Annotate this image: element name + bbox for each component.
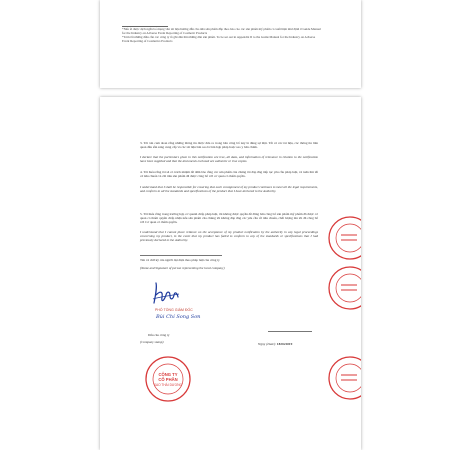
handwritten-signature: [150, 281, 180, 307]
margin-stamp-top: [327, 215, 361, 261]
para-4-english: I understand that I shall be responsible for ensuring that each consignment of my product continues to meet all the legal requirements, and conform to all the standards and specifications of the product that I have declared to the Authority.: [140, 185, 318, 193]
stamp-line-1: CÔNG TY: [158, 372, 178, 377]
date-value: 18/04/2019: [276, 342, 293, 346]
margin-stamp-middle-clip: [327, 265, 361, 311]
date-divider: [268, 331, 312, 332]
margin-stamp-bottom: [327, 355, 361, 401]
stamp-label-english: (Company stamp): [140, 340, 164, 344]
footnote-2: *Tóm tắt những điều cần các công ty tồ ghi dân thủ những dân sản phẩm. To be set out in Appendix II to the Guide Manual for the Industry on Adverse Event Reporting of Cosmetics Products: [122, 35, 316, 43]
footnote-1: *Nếu tồ được dịch ngắn bổ mạng văn tài liệu hướng dẫn cho nhà sản phẩm đắp theo báo cáo các sản phẩm mỹ phẩm có xuất hiện như định ở Guide Manual for the Industry on Adverse Event Reporting of Cosmetic Products: [122, 27, 321, 35]
company-stamp: [144, 355, 192, 403]
margin-stamp-bottom-clip: [327, 355, 361, 401]
para-5-vietnamese: 5. Tôi hiểu rằng trong trường hợp cơ quanh chấp pháp luật, tôi không được quyền đề đăng bản công bố sản phẩm mỹ phẩm đã được cơ quan có thẩm quyền chấp nhận nếu sản phẩm của chúng tôi không đáp ứng các yêu cầu về tiêu chuẩn, chất lượng mà tôi đã công bố với Cơ quan có thẩm quyền.: [140, 212, 318, 224]
signature-label-vietnamese: Tên và chữ ký của người đại diện theo pháp luật của công ty: [140, 258, 220, 262]
para-4-vietnamese: 4. Tôi hiểu rằng tôi sẽ có trách nhiệm đề đảm bảo rằng các sản phẩm của chúng tôi đáp ứng tiếp tục yêu cầu pháp luật, và tuân thủ tất cả tiêu chuẩn và chỉ tiêu sản phẩm đã được công bố với cơ quan có thẩm quyền.: [140, 170, 318, 178]
stamp-line-3: SAO THÁI DƯƠNG: [153, 383, 183, 387]
document-page-1: [100, 0, 361, 88]
date-label-english: (Date): [266, 342, 276, 346]
stamp-label-vietnamese: Dấu của công ty: [148, 333, 170, 337]
signature-divider: [140, 255, 222, 256]
para-5-english: I understand that I cannot place reliance on the acceptance of my product notification by the authority in any legal proceedings concerning my product, in the event that my product has failed to conform to any of the standards or specifications that I had previously declared to the Authority.: [140, 230, 318, 242]
margin-stamp-middle: [327, 265, 361, 311]
date-label-vietnamese: Ngày: [258, 342, 266, 346]
document-page-2: [100, 97, 361, 450]
para-3-english: I declare that the particulars given in this notification are true, all data, and information of relevance in relation to the notification have been supplied and that the documents enclosed are authentic or true copies.: [140, 155, 318, 163]
stamp-line-2: CỔ PHẦN: [158, 377, 178, 382]
signature-label-english: (Name and Signature of person representing the local company): [140, 266, 225, 270]
signatory-title: PHÓ TỔNG GIÁM ĐỐC: [155, 308, 193, 312]
margin-stamp-top-clip: [327, 215, 361, 261]
para-3-vietnamese: 3. Tôi xin cam đoan rằng những thông tin được đưa ra trong bản công bố này là đúng sự thật. Tất cả các tài liệu, các thông tin liên quan đều sẵn sàng cung cấp và các tài liệu bản sao là bản hợp pháp hoặc sao y bản chính.: [140, 141, 318, 149]
date-line: Ngày (Date): 18/04/2019: [258, 342, 293, 346]
signatory-name: Bùi Chí Song Sơn: [156, 314, 201, 320]
